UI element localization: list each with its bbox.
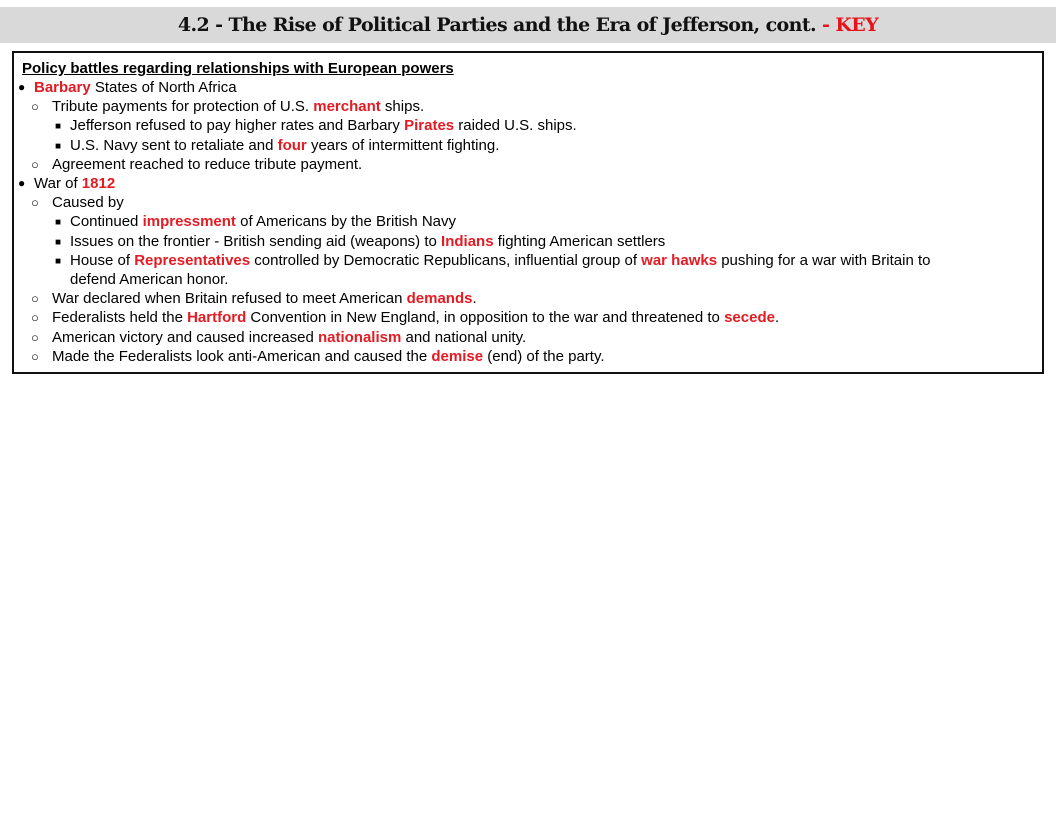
bullet-disc-icon: ● [18, 80, 26, 94]
bullet-circle-icon: ○ [31, 195, 39, 211]
bullet-circle-icon: ○ [31, 348, 39, 364]
outline-item-level-2 [52, 328, 526, 347]
outline-text: defend American honor. [70, 271, 229, 288]
answer-key-term: demands [406, 290, 473, 308]
outline-item-level-2 [52, 193, 124, 212]
outline-text: War of [34, 175, 82, 192]
outline-text: raided U.S. ships. [454, 117, 577, 135]
outline-text: Federalists held the [52, 309, 188, 327]
outline-item-level-2 [52, 308, 779, 327]
outline-text: American victory and caused increased [52, 328, 318, 346]
bullet-circle-icon: ○ [31, 310, 39, 326]
outline-text: U.S. Navy sent to retaliate and [70, 136, 278, 154]
outline-text: Agreement reached to reduce tribute payment. [52, 155, 363, 173]
answer-key-term: Pirates [404, 117, 455, 135]
outline-text: ships. [380, 98, 425, 116]
answer-key-term: secede [724, 309, 775, 327]
bullet-disc-icon: ● [18, 176, 26, 190]
bullet-square-icon: ■ [55, 236, 62, 248]
outline-text: . [774, 309, 780, 327]
outline-text: Continued [70, 213, 143, 231]
bullet-square-icon: ■ [55, 217, 62, 229]
outline-text: Jefferson refused to pay higher rates and Barbary [70, 117, 405, 135]
outline-item-level-3 [70, 270, 228, 289]
key-label: - KEY [816, 14, 879, 36]
answer-key-term: merchant [313, 98, 381, 116]
bullet-circle-icon: ○ [31, 156, 39, 172]
outline-text: fighting American settlers [493, 232, 666, 250]
bullet-circle-icon: ○ [31, 291, 39, 307]
page-title [178, 14, 878, 36]
answer-key-term: Barbary [34, 79, 91, 96]
outline-text: years of intermittent fighting. [306, 136, 500, 154]
answer-key-term: war hawks [641, 251, 718, 269]
outline-item-level-1 [34, 78, 237, 97]
answer-key-term: Hartford [187, 309, 247, 327]
bullet-square-icon: ■ [55, 140, 62, 152]
outline-text: States of North Africa [90, 79, 237, 96]
bullet-square-icon: ■ [55, 255, 62, 267]
outline-item-level-2 [52, 347, 605, 366]
outline-item-level-3 [70, 251, 930, 270]
answer-key-term: demise [431, 347, 484, 365]
answer-key-term: Representatives [134, 251, 251, 269]
section-heading: Policy battles regarding relationships with European powers [22, 60, 454, 77]
outline-text: Caused by [52, 194, 124, 212]
outline-text: Made the Federalists look anti-American and caused the [52, 347, 432, 365]
answer-key-term: four [277, 136, 307, 154]
outline-item-level-3 [70, 232, 665, 251]
outline-item-level-3 [70, 116, 577, 135]
title-text: 4.2 - The Rise of Political Parties and the Era of Jefferson, cont. [177, 14, 817, 36]
outline-item-level-2 [52, 155, 362, 174]
outline-text: Issues on the frontier - British sending aid (weapons) to [70, 232, 442, 250]
outline-text: Convention in New England, in opposition to the war and threatened to [246, 309, 725, 327]
bullet-circle-icon: ○ [31, 329, 39, 345]
outline-text: War declared when Britain refused to meet American [52, 290, 407, 308]
outline-text: (end) of the party. [483, 347, 605, 365]
outline-text: and national unity. [401, 328, 527, 346]
outline-text: Tribute payments for protection of U.S. [52, 98, 314, 116]
bullet-circle-icon: ○ [31, 99, 39, 115]
outline-item-level-3 [70, 136, 499, 155]
outline-item-level-2 [52, 97, 424, 116]
outline-text: pushing for a war with Britain to [717, 251, 931, 269]
answer-key-term: Indians [441, 232, 494, 250]
outline-item-level-2 [52, 289, 477, 308]
answer-key-term: 1812 [81, 175, 116, 192]
outline-text: . [472, 290, 477, 308]
outline-text: of Americans by the British Navy [235, 213, 457, 231]
outline-item-level-3 [70, 212, 456, 231]
answer-key-term: nationalism [317, 328, 402, 346]
page-header [0, 7, 1056, 43]
bullet-square-icon: ■ [55, 121, 62, 133]
outline-item-level-1 [34, 174, 115, 193]
outline-text: controlled by Democratic Republicans, influential group of [250, 251, 642, 269]
outline-text: House of [70, 251, 135, 269]
answer-key-term: impressment [142, 213, 236, 231]
